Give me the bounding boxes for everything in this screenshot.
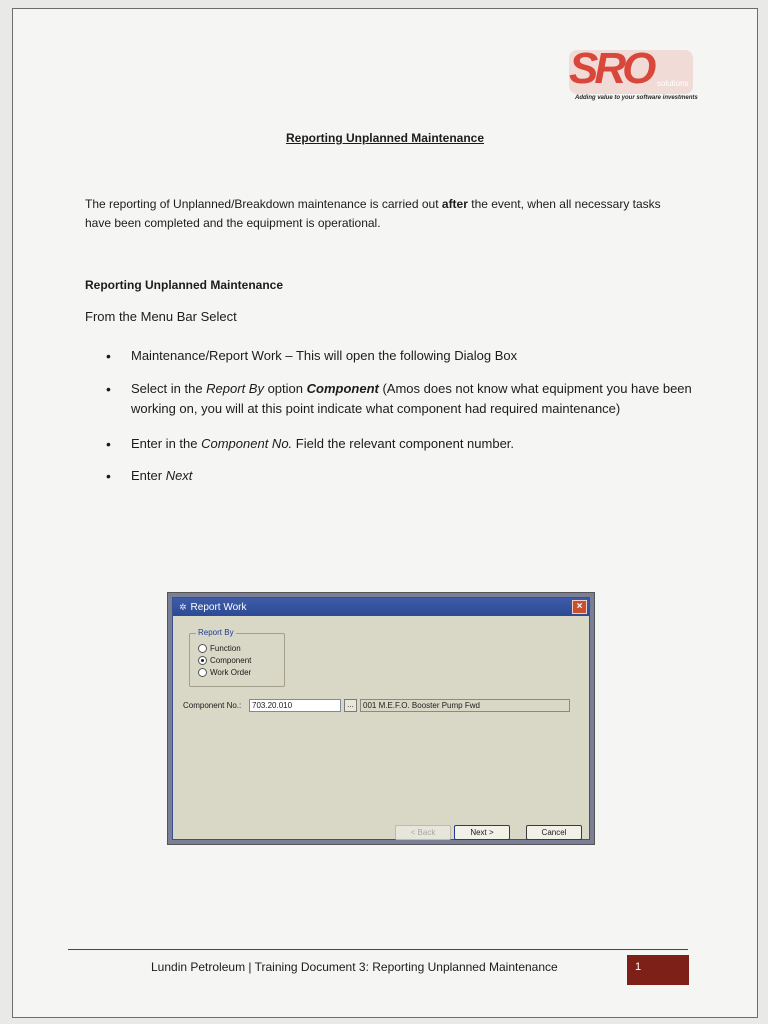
radio-component[interactable] <box>198 656 251 665</box>
step-text: (Amos does not know what equipment you have been working on, you will at this point indicate what component had required maintenance) <box>131 381 692 416</box>
step-emphasis: Next <box>165 468 193 483</box>
radio-circle-icon <box>198 668 207 677</box>
dialog-titlebar <box>173 598 589 616</box>
app-icon: ✲ <box>179 601 187 612</box>
report-by-label: Report By <box>198 628 234 637</box>
document-page <box>12 8 758 1018</box>
radio-label: Component <box>210 656 252 665</box>
step-text: Select in the <box>131 381 207 396</box>
radio-function[interactable] <box>198 644 241 653</box>
step-text: Enter <box>131 468 166 483</box>
footer-divider <box>68 949 688 950</box>
list-item <box>103 466 693 486</box>
intro-paragraph <box>85 195 675 233</box>
sro-logo <box>557 42 707 108</box>
step-text: Field the relevant component number. <box>292 436 515 451</box>
step-strong: Component <box>306 381 379 396</box>
page-title: Reporting Unplanned Maintenance <box>285 131 484 145</box>
step-emphasis: Component No. <box>201 436 293 451</box>
step-text: Maintenance/Report Work – This will open the following Dialog Box <box>131 348 518 363</box>
list-item <box>103 346 693 366</box>
intro-emphasis: after <box>441 197 468 211</box>
intro-text-start: The reporting of Unplanned/Breakdown maintenance is carried out <box>85 197 442 211</box>
close-icon[interactable]: × <box>572 600 587 614</box>
intro-text-end: the event, when all necessary tasks have been completed and the equipment is operational. <box>85 197 661 230</box>
step-list <box>103 346 693 486</box>
back-button[interactable]: < Back <box>395 825 451 840</box>
cancel-button[interactable]: Cancel <box>526 825 582 840</box>
radio-circle-icon <box>198 644 207 653</box>
logo-letters: SRO <box>569 44 653 93</box>
component-no-label: Component No.: <box>183 701 242 710</box>
dialog-title: Report Work <box>190 601 247 613</box>
footer-text: Lundin Petroleum | Training Document 3: Reporting Unplanned Maintenance <box>151 960 558 974</box>
step-text: Enter in the <box>131 436 202 451</box>
browse-button[interactable]: ... <box>344 699 357 712</box>
list-item <box>103 434 693 454</box>
report-work-dialog <box>172 597 590 840</box>
dialog-screenshot <box>167 592 595 845</box>
next-button[interactable]: Next > <box>454 825 510 840</box>
step-emphasis: Report By <box>206 381 264 396</box>
component-no-input[interactable]: 703.20.010 <box>249 699 341 712</box>
component-description-field: 001 M.E.F.O. Booster Pump Fwd <box>360 699 570 712</box>
radio-work-order[interactable] <box>198 668 251 677</box>
page-number: 1 <box>635 961 642 973</box>
radio-selected-icon <box>198 656 207 665</box>
step-text: option <box>263 381 307 396</box>
radio-label: Work Order <box>210 668 252 677</box>
report-by-group <box>189 628 285 687</box>
menu-bar-instruction: From the Menu Bar Select <box>85 309 237 324</box>
logo-solutions-text: solutions <box>657 79 689 88</box>
page-number-badge <box>627 955 689 985</box>
logo-tagline: Adding value to your software investments <box>575 95 698 101</box>
section-heading: Reporting Unplanned Maintenance <box>85 278 284 292</box>
radio-label: Function <box>210 644 241 653</box>
list-item <box>103 379 693 419</box>
